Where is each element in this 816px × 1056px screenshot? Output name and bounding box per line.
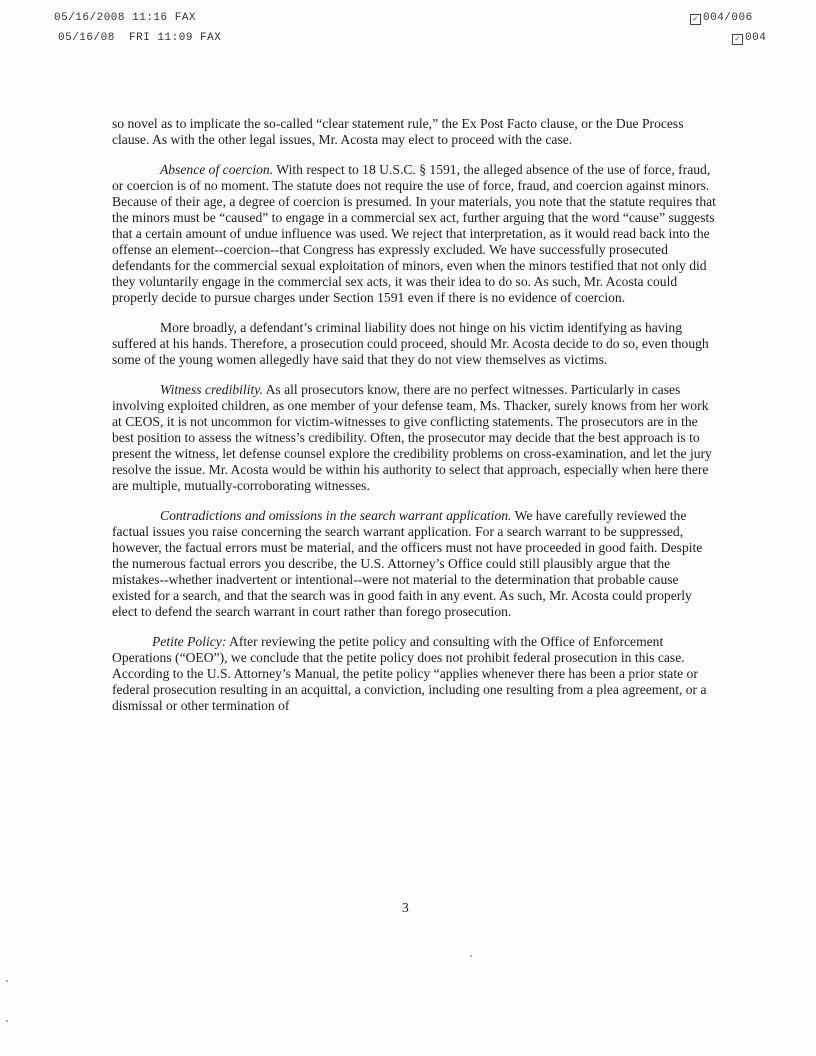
- fax-header-line1-left: 05/16/2008 11:16 FAX: [54, 12, 197, 24]
- paragraph-absence-of-coercion: Absence of coercion. With respect to 18 U.S.C. § 1591, the alleged absence of the use of force, fraud, or coercion is of no moment. The statute does not require the use of force, fraud, and coercion against minors. Because of their age, a degree of coercion is presumed. In your materials, you note that the statute requires that the minors must be “caused” to engage in a commercial sex act, further arguing that the word “cause” suggests that a certain amount of undue influence was used. We reject that interpretation, as it would read back into the offense an element--coercion--that Congress has expressly excluded. We have successfully prosecuted defendants for the commercial sexual exploitation of minors, even when the minors testified that not only did they voluntarily engage in the commercial sex acts, it was their idea to do so. As such, Mr. Acosta could properly decide to pursue charges under Section 1591 even if there is no evidence of coercion.: [112, 162, 716, 305]
- fax-page-counter: 004/006: [703, 12, 753, 24]
- scan-speck: [470, 955, 472, 957]
- section-heading: Contradictions and omissions in the search warrant application.: [160, 508, 512, 523]
- paragraph: so novel as to implicate the so-called “clear statement rule,” the Ex Post Facto clause, or the Due Process clause. As with the other legal issues, Mr. Acosta may elect to proceed with the case.: [112, 116, 684, 147]
- fax-page-counter-2: 004: [745, 32, 767, 44]
- paragraph: More broadly, a defendant’s criminal liability does not hinge on his victim identifying as having suffered at his hands. Therefore, a prosecution could proceed, should Mr. Acosta decide to do so, even though some of the young women allegedly have said that they do not view themselves as victims.: [112, 320, 709, 367]
- scan-speck: [6, 980, 8, 982]
- letter-body: [112, 116, 716, 728]
- paragraph-petite-policy: Petite Policy: After reviewing the petite policy and consulting with the Office of Enforcement Operations (“OEO”), we conclude that the petite policy does not prohibit federal prosecution in this case. According to the U.S. Attorney’s Manual, the petite policy “applies whenever there has been a prior state or federal prosecution resulting in an acquittal, a conviction, including one resulting from a plea agreement, or a dismissal or other termination of: [112, 634, 707, 713]
- section-heading: Petite Policy:: [152, 634, 227, 649]
- fax-header-line1-right: [690, 12, 753, 25]
- fax-checkbox-icon: ✓: [690, 14, 701, 25]
- paragraph-witness-credibility: Witness credibility. As all prosecutors know, there are no perfect witnesses. Particularly in cases involving exploited children, as one member of your defense team, Ms. Thacker, surely knows from her work at CEOS, it is not uncommon for victim-witnesses to give conflicting statements. The prosecutors are in the best position to assess the witness’s credibility. Often, the prosecutor may decide that the best approach is to present the witness, let defense counsel explore the credibility problems on cross-examination, and let the jury resolve the issue. Mr. Acosta would be within his authority to select that approach, especially when here there are multiple, mutually-corroborating witnesses.: [112, 382, 712, 493]
- section-heading: Witness credibility.: [160, 382, 263, 397]
- section-heading: Absence of coercion.: [160, 162, 274, 177]
- fax-header-line2-right: [732, 32, 766, 45]
- fax-header-line2-left: 05/16/08 FRI 11:09 FAX: [58, 32, 222, 44]
- paragraph-search-warrant: Contradictions and omissions in the search warrant application. We have carefully reviewed the factual issues you raise concerning the search warrant application. For a search warrant to be suppressed, however, the factual errors must be material, and the officers must not have proceeded in good faith. Despite the numerous factual errors you describe, the U.S. Attorney’s Office could still plausibly argue that the mistakes--whether inadvertent or intentional--were not material to the determination that probable cause existed for a search, and that the search was in good faith in any event. As such, Mr. Acosta could properly elect to defend the search warrant in court rather than forego prosecution.: [112, 508, 703, 619]
- scan-speck: [6, 1020, 8, 1022]
- fax-checkbox-icon: ✓: [732, 34, 743, 45]
- page-number: 3: [402, 900, 409, 915]
